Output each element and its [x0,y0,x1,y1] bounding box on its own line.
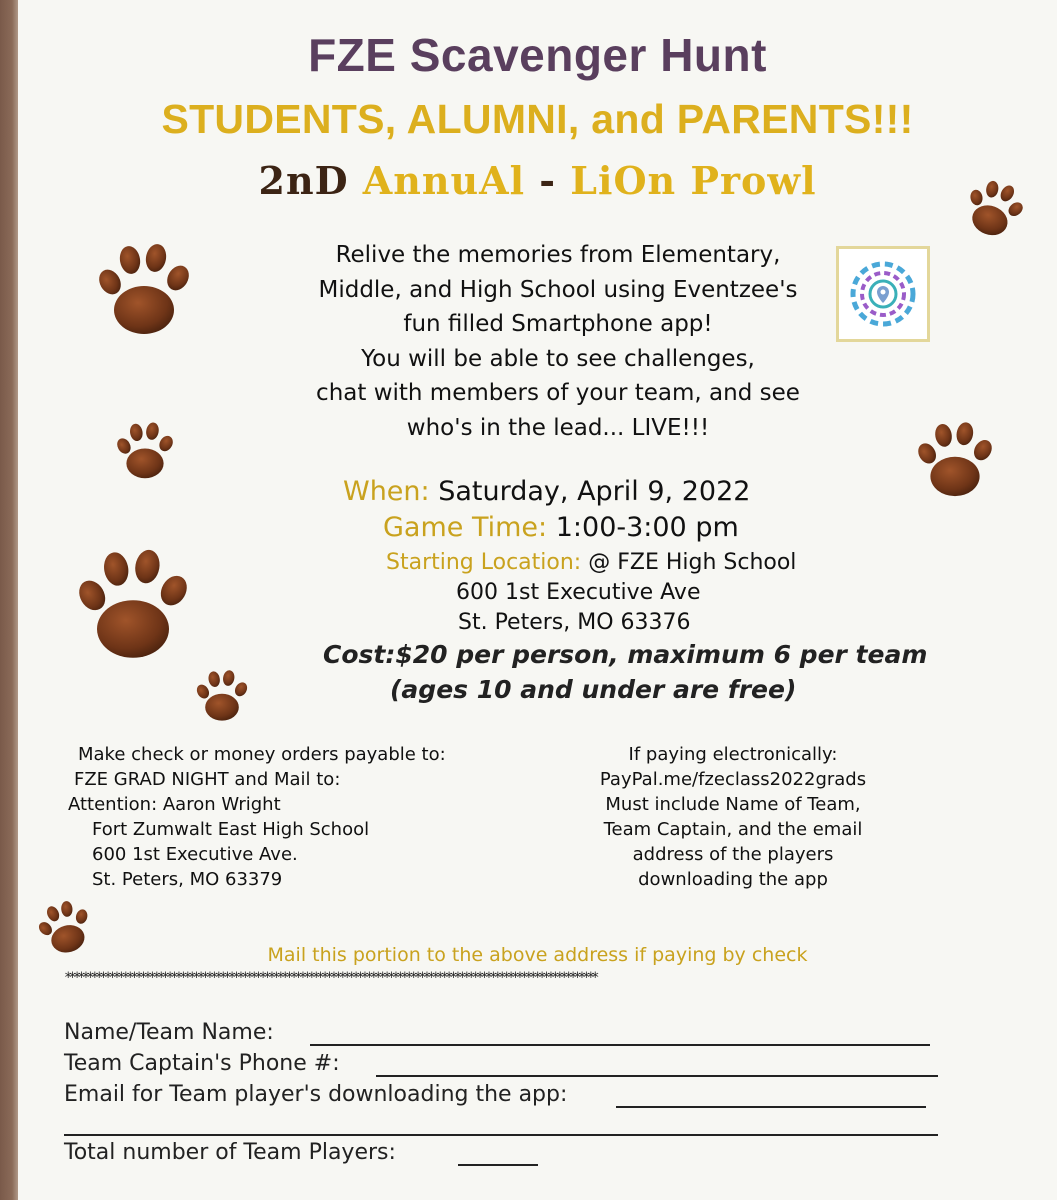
email-field[interactable] [616,1106,926,1108]
electronic-payment-info [578,742,888,892]
total-players-field[interactable] [458,1164,538,1166]
electronic-line: If paying electronically: [628,744,838,765]
cost-text: Cost:$20 per person, maximum 6 per team [323,640,928,669]
start-value: @ FZE High School [588,550,797,575]
address-line-1: 600 1st Executive Ave [456,580,701,605]
check-line: Attention: Aaron Wright [68,794,281,815]
description-line: fun filled Smartphone app! [403,311,713,337]
event-description [223,238,893,445]
check-line: Fort Zumwalt East High School [92,819,370,840]
flyer-sheet [18,0,1057,1200]
check-line: Make check or money orders payable to: [78,744,446,765]
cut-line-separator: ************************************************************************************************************************ [64,970,596,984]
when-label: When: [343,476,430,507]
electronic-line: downloading the app [638,869,828,890]
description-line: You will be able to see challenges, [361,345,755,372]
paypal-link[interactable]: PayPal.me/fzeclass2022grads [599,769,867,790]
address-line-2: St. Peters, MO 63376 [458,610,691,635]
game-time-label: Game Time: [383,512,548,543]
check-payment-info [68,742,446,892]
annual-part-4: LiOn Prowl [570,158,817,203]
total-players-label: Total number of Team Players: [64,1140,396,1165]
description-line: who's in the lead... LIVE!!! [406,414,710,441]
audience-heading: STUDENTS, ALUMNI, and PARENTS!!! [161,96,914,142]
description-line: chat with members of your team, and see [316,380,800,406]
starting-location [386,550,796,575]
captain-phone-label: Team Captain's Phone #: [64,1051,340,1076]
paw-print-icon [914,418,996,502]
event-date [343,476,750,507]
paw-print-icon [114,420,176,482]
paw-print-icon [194,668,250,724]
electronic-line: Must include Name of Team, [605,794,861,815]
name-team-field[interactable] [310,1044,930,1046]
name-team-label: Name/Team Name: [64,1020,274,1045]
annual-event-heading [18,158,1057,203]
when-value: Saturday, April 9, 2022 [438,476,751,507]
electronic-line: address of the players [632,844,834,865]
mail-instructions: Mail this portion to the above address if paying by check [267,944,808,966]
flyer-title: FZE Scavenger Hunt [308,29,767,81]
description-line: Middle, and High School using Eventzee's [318,276,798,303]
game-time-value: 1:00-3:00 pm [555,512,739,543]
event-time [383,512,739,543]
annual-part-2: AnnuAl [362,158,526,203]
email-label: Email for Team player's downloading the app: [64,1082,568,1107]
annual-part-1: 2nD [258,158,363,203]
start-label: Starting Location: [386,550,582,575]
description-line: Relive the memories from Elementary, [335,242,781,268]
paw-print-icon [72,545,194,665]
check-line: 600 1st Executive Ave. [92,844,298,865]
ages-note: (ages 10 and under are free) [390,675,797,704]
check-line: St. Peters, MO 63379 [92,869,283,890]
email-field-extra-line[interactable] [64,1134,938,1136]
captain-phone-field[interactable] [376,1075,938,1077]
annual-part-3: - [525,158,571,203]
check-line: FZE GRAD NIGHT and Mail to: [74,769,341,790]
electronic-line: Team Captain, and the email [603,819,863,840]
paw-print-icon [94,240,194,340]
